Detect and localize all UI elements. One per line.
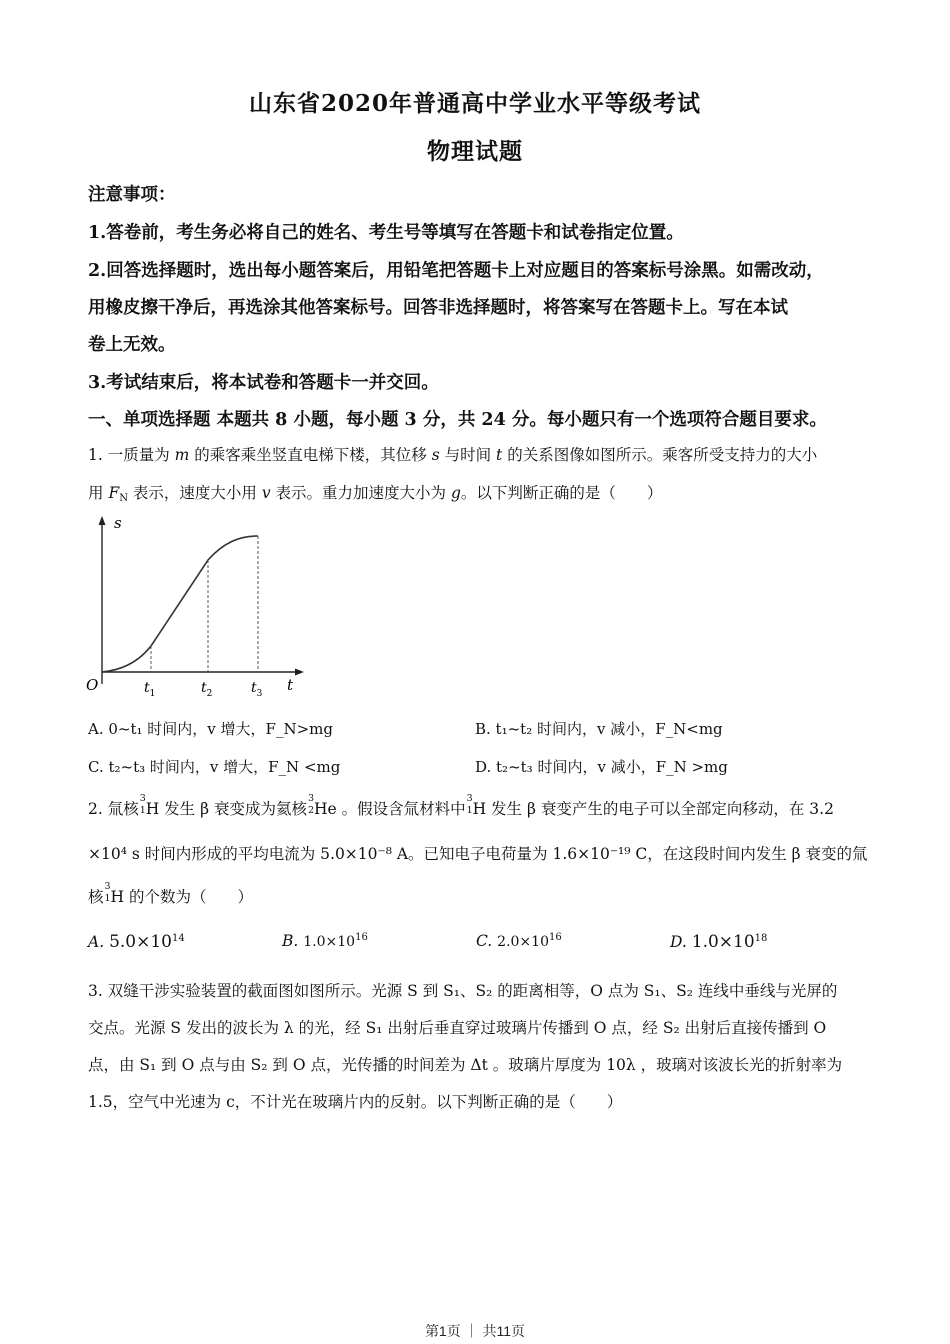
tritium-nuclide: 3 1 — [466, 793, 473, 816]
s-t-curve — [102, 536, 258, 672]
tick-label-t3: $t_3$ — [251, 680, 263, 699]
origin-label: O — [86, 676, 99, 694]
q2-option-c[interactable]: C. $2.0\times 10^{16}$ — [476, 932, 562, 950]
q2-option-a[interactable]: A. $5.0\times 10^{14}$ — [88, 932, 185, 952]
q2-stem-line-3: 核 3 1 H 的个数为（ ） — [88, 881, 253, 906]
displacement-time-graph — [82, 512, 312, 700]
tick-label-t1: $t_1$ — [144, 680, 156, 699]
q2-option-b[interactable]: B. $1.0\times 10^{16}$ — [282, 932, 368, 950]
q2-option-d[interactable]: D. $1.0\times 10^{18}$ — [670, 932, 768, 952]
q3-stem-line-2: 交点。光源 S 发出的波长为 λ 的光，经 S₁ 出射后垂直穿过玻璃片传播到 O 点，经 S₂ 出射后直接传播到 O — [88, 1019, 827, 1037]
y-axis-arrow — [99, 516, 106, 525]
section-heading: 一、单项选择题 本题共 8 小题，每小题 3 分，共 24 分。每小题只有一个选项符合题目要求。 — [88, 410, 827, 430]
tick-label-t2: $t_2$ — [201, 680, 213, 699]
q1-option-a[interactable]: A. 0~t₁ 时间内，v 增大，F_N>mg — [88, 720, 333, 738]
q1-option-b[interactable]: B. t₁~t₂ 时间内，v 减小，F_N<mg — [475, 720, 723, 738]
q1-option-d[interactable]: D. t₂~t₃ 时间内，v 减小，F_N >mg — [475, 758, 728, 776]
page-footer: 第1页 ｜ 共11页 — [424, 1323, 526, 1339]
q1-stem-line-2: 用 $F_N$ 表示，速度大小用 v 表示。重力加速度大小为 g。以下判断正确的是（ ） — [88, 484, 663, 504]
tritium-nuclide: 3 1 — [139, 793, 146, 816]
q1-option-c[interactable]: C. t₂~t₃ 时间内，v 增大，F_N <mg — [88, 758, 341, 776]
notice-item-1: 1.答卷前，考生务必将自己的姓名、考生号等填写在答题卡和试卷指定位置。 — [88, 223, 684, 243]
q3-stem-line-4: 1.5，空气中光速为 c，不计光在玻璃片内的反射。以下判断正确的是（ ） — [88, 1093, 623, 1111]
x-axis-label: t — [287, 676, 294, 694]
notice-item-3: 3.考试结束后，将本试卷和答题卡一并交回。 — [88, 373, 439, 393]
notice-item-2-line-1: 2.回答选择题时，选出每小题答案后，用铅笔把答题卡上对应题目的答案标号涂黑。如需改动， — [88, 261, 824, 281]
q2-stem-line-1: 2. 氚核 3 1 H 发生 β 衰变成为氦核 3 2 He 。假设含氚材料中 3 1 H 发生 β 衰变产生的电子可以全部定向移动，在 3.2 — [88, 793, 834, 818]
q1-stem-line-1: 1. 一质量为 m 的乘客乘坐竖直电梯下楼，其位移 s 与时间 t 的关系图像如图所示。乘客所受支持力的大小 — [88, 446, 818, 464]
q2-stem-line-2: ×10⁴ s 时间内形成的平均电流为 5.0×10⁻⁸ A。已知电子电荷量为 1.6×10⁻¹⁹ C，在这段时间内发生 β 衰变的氚 — [88, 845, 868, 863]
x-axis-arrow — [295, 669, 304, 676]
notice-heading: 注意事项： — [88, 185, 176, 205]
tritium-nuclide: 3 1 — [104, 881, 111, 904]
q3-stem-line-1: 3. 双缝干涉实验装置的截面图如图所示。光源 S 到 S₁、S₂ 的距离相等，O 点为 S₁、S₂ 连线中垂线与光屏的 — [88, 982, 838, 1000]
exam-subtitle: 物理试题 — [427, 138, 523, 165]
q3-stem-line-3: 点，由 S₁ 到 O 点与由 S₂ 到 O 点，光传播的时间差为 Δt 。玻璃片厚度为 10λ ，玻璃对该波长光的折射率为 — [88, 1056, 843, 1074]
helium-nuclide: 3 2 — [307, 793, 315, 816]
notice-item-2-line-2: 用橡皮擦干净后，再选涂其他答案标号。回答非选择题时，将答案写在答题卡上。写在本试 — [88, 298, 788, 318]
notice-item-2-line-3: 卷上无效。 — [88, 335, 176, 355]
y-axis-label: s — [114, 514, 122, 532]
exam-title: 山东省2020年普通高中学业水平等级考试 — [248, 90, 701, 117]
